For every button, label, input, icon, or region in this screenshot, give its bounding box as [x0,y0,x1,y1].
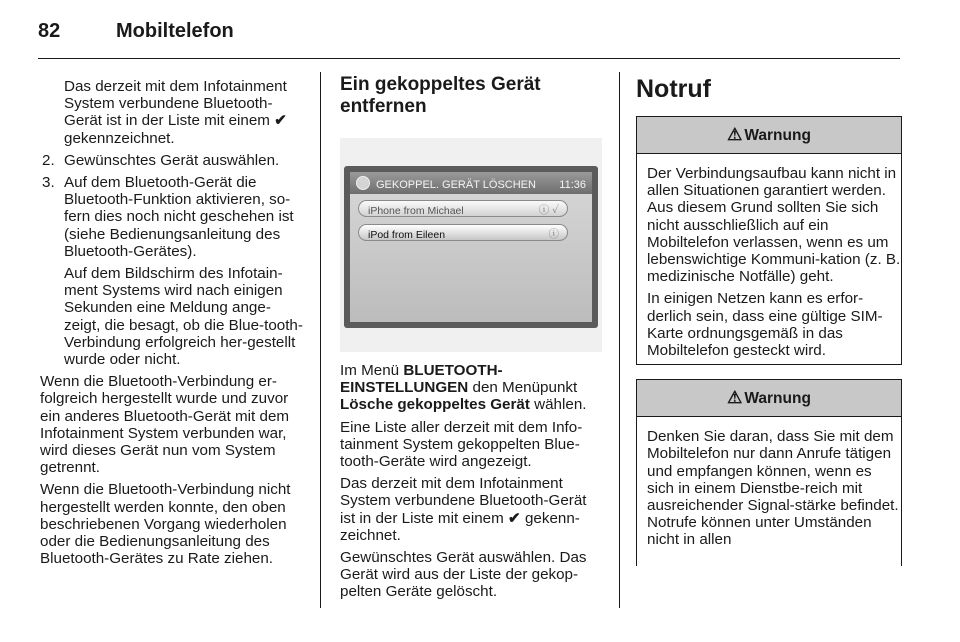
column-middle [340,74,602,606]
paragraph-marked: Das derzeit mit dem Infotainment System verbundene Bluetooth-Gerät ist in der Liste mit einem ✔ gekenn-zeichnet. [340,475,587,544]
list-item: 3. Auf dem Bluetooth-Gerät die Bluetooth-Funktion aktivieren, so-fern dies noch nicht geschehen ist (siehe Bedienungsanleitung des Bluetooth-Gerätes). [42,174,294,260]
connected-device-note: Das derzeit mit dem Infotainment System verbundene Bluetooth-Gerät ist in der Liste mit einem ✔ gekennzeichnet. [64,78,287,147]
device-status-icon: ⓘ [548,228,559,240]
column-left [40,78,304,572]
step3-note: Auf dem Bildschirm des Infotain-ment Systems wird nach einigen Sekunden eine Meldung ange-zeigt, die besagt, ob die Blue-tooth-Verbindung erfolgreich her-gestellt wurde oder nicht. [64,265,303,369]
header-rule [38,58,900,59]
paragraph-fail: Wenn die Bluetooth-Verbindung nicht hergestellt werden konnte, den oben beschriebenen Vorgang wiederholen oder die Bedienungsanleitung des Bluetooth-Gerätes zu Rate ziehen. [40,481,291,568]
page-header-title: Mobiltelefon [116,20,234,42]
checkmark-icon: ✔ [507,509,521,527]
column-right [636,74,902,580]
paragraph-select: Gewünschtes Gerät auswählen. Das Gerät wird aus der Liste der gekop-pelten Geräte gelöscht. [340,549,587,601]
bluetooth-logo-icon [356,176,370,190]
warning-label: Warnung [744,390,811,408]
section-heading: Ein gekoppeltes Gerät entfernen [340,74,541,117]
warning-label: Warnung [744,127,811,144]
menu-instruction: Im Menü BLUETOOTH-EINSTELLUNGEN den Menüpunkt Lösche gekoppeltes Gerät wählen. [340,362,587,414]
warning-box [636,379,902,566]
section-heading: Notruf [636,75,711,103]
device-status-icon: ⓘ ✓ [538,204,559,216]
warning-text: In einigen Netzen kann es erfor-derlich sein, dass eine gültige SIM-Karte ordnungsgemäß in das Mobiltelefon gesteckt wird. [647,290,883,360]
checkmark-icon: ✔ [274,112,287,130]
steps-list [40,152,304,260]
paragraph-list: Eine Liste aller derzeit mit dem Info-tainment System gekoppelten Blue-tooth-Geräte wird angezeigt. [340,418,583,471]
list-item: 2. Gewünschtes Gerät auswählen. [42,151,280,169]
device-list-item[interactable]: iPhone from Michael ⓘ ✓ [358,200,568,217]
infotainment-screen [344,166,598,328]
paragraph-success: Wenn die Bluetooth-Verbindung er-folgreich hergestellt wurde und zuvor ein anderes Bluetooth-Gerät mit dem Infotainment System verbunden war, wird dieses Gerät nun vom System getrennt. [40,373,290,477]
warning-icon: ⚠ [727,125,743,144]
device-list-item[interactable]: iPod from Eileen ⓘ [358,224,568,241]
screen-title-bar: GEKOPPEL. GERÄT LÖSCHEN 11:36 [350,172,592,194]
warning-text: Der Verbindungsaufbau kann nicht in allen Situationen garantiert werden. Aus diesem Grund sollten Sie sich nicht ausschließlich auf ein Mobiltelefon verlassen, wenn es um lebenswichtige Kommuni-kation (z. B. medizinische Notfälle) geht. [647,165,901,286]
screen-clock: 11:36 [559,179,586,191]
warning-box [636,116,902,365]
warning-icon: ⚠ [727,388,743,408]
column-divider-2 [619,72,620,608]
screenshot-figure [340,138,602,352]
warning-text: Denken Sie daran, dass Sie mit dem Mobiltelefon nur dann Anrufe tätigen und empfangen können, wenn es sich in einem Dienstbe-reich mit ausreichender Signal-stärke befindet. Notrufe können unter Umständen nicht in allen [647,428,899,549]
column-divider-1 [320,72,321,608]
page-number: 82 [38,20,61,42]
